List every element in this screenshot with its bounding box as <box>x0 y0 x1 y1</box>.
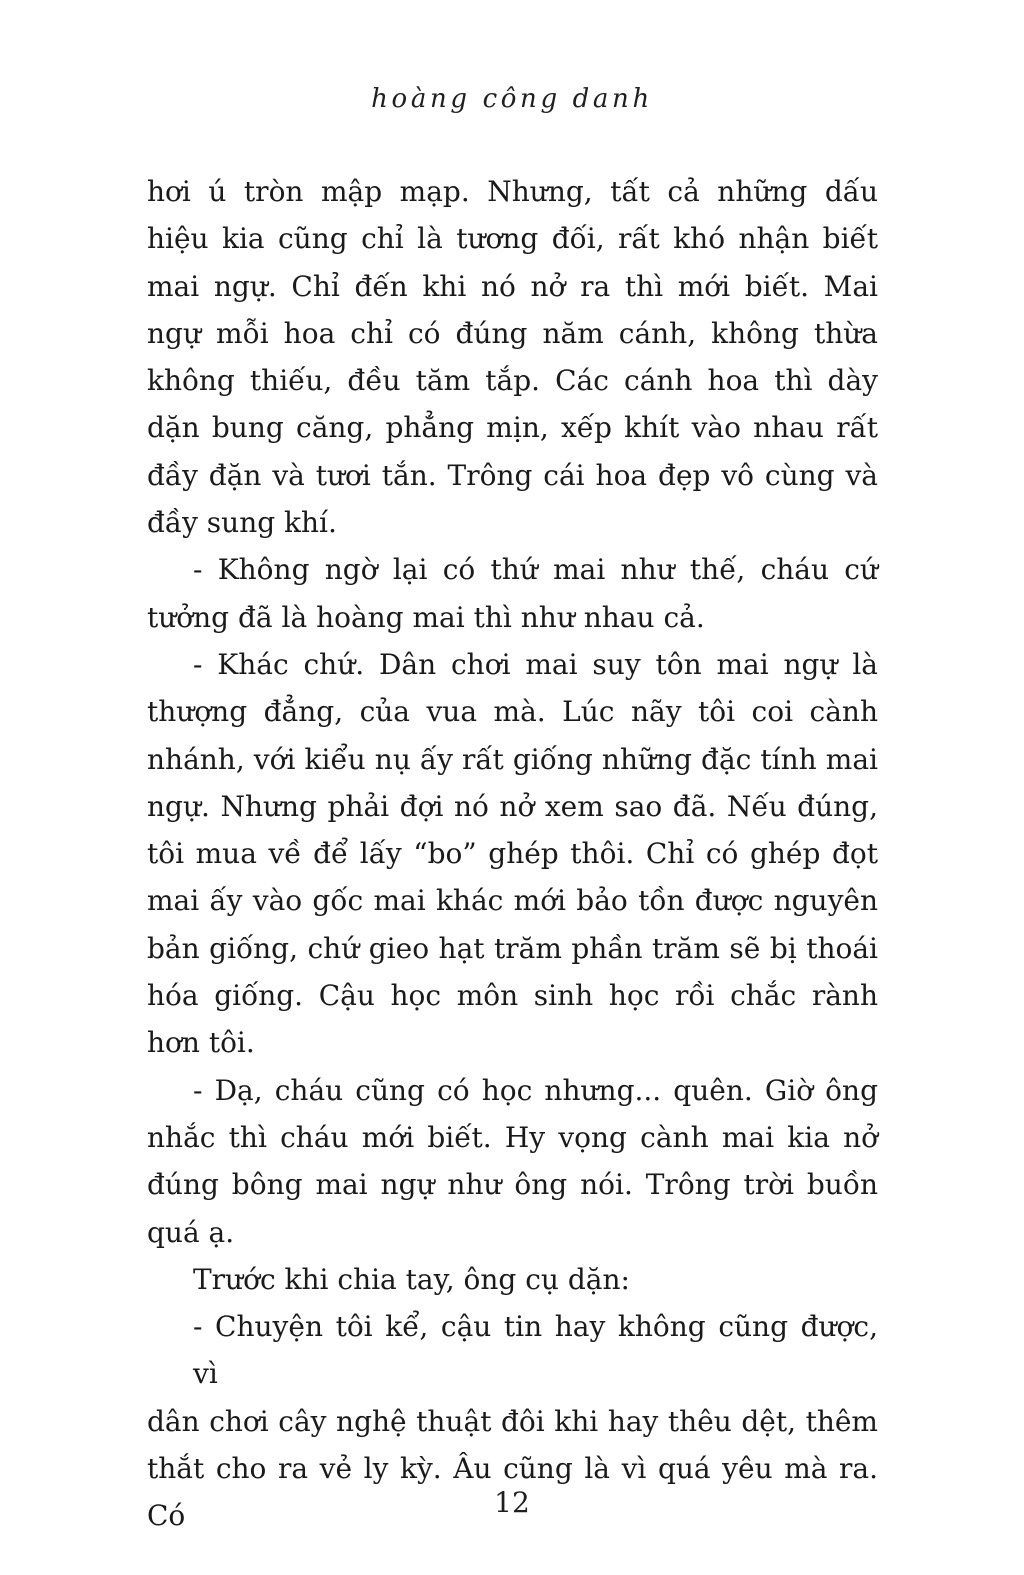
text-line: hóa giống. Cậu học môn sinh học rồi chắc rành <box>147 979 878 1013</box>
text-line: hơn tôi. <box>147 1026 255 1060</box>
text-line: đầy sung khí. <box>147 506 337 540</box>
text-line: - Dạ, cháu cũng có học nhưng... quên. Giờ ông <box>193 1073 878 1107</box>
text-line: thắt cho ra vẻ ly kỳ. Âu cũng là vì quá yêu mà ra. Có <box>147 1452 878 1533</box>
text-line: thượng đẳng, của vua mà. Lúc nãy tôi coi cành <box>147 695 878 729</box>
text-line: ngự mỗi hoa chỉ có đúng năm cánh, không thừa <box>147 316 878 350</box>
text-line: dặn bung căng, phẳng mịn, xếp khít vào nhau rất <box>147 411 878 445</box>
text-line: - Khác chứ. Dân chơi mai suy tôn mai ngự là <box>193 647 878 681</box>
text-line: nhánh, với kiểu nụ ấy rất giống những đặc tính mai <box>147 742 878 776</box>
text-line: bản giống, chứ gieo hạt trăm phần trăm sẽ bị thoái <box>147 931 878 965</box>
page-number: 12 <box>494 1486 530 1519</box>
text-line: hiệu kia cũng chỉ là tương đối, rất khó nhận biết <box>147 222 878 256</box>
text-line: ngự. Nhưng phải đợi nó nở xem sao đã. Nếu đúng, <box>147 789 878 823</box>
text-line: Trước khi chia tay, ông cụ dặn: <box>193 1262 630 1296</box>
text-line: mai ngự. Chỉ đến khi nó nở ra thì mới biết. Mai <box>147 269 878 303</box>
text-line: nhắc thì cháu mới biết. Hy vọng cành mai kia nở <box>147 1120 878 1154</box>
text-line: - Không ngờ lại có thứ mai như thế, cháu cứ <box>193 553 878 587</box>
text-line: đúng bông mai ngự như ông nói. Trông trời buồn <box>147 1168 878 1202</box>
text-line: - Chuyện tôi kể, cậu tin hay không cũng được, vì <box>193 1310 878 1391</box>
text-line: hơi ú tròn mập mạp. Nhưng, tất cả những dấu <box>147 175 878 208</box>
text-line: tưởng đã là hoàng mai thì như nhau cả. <box>147 600 705 634</box>
text-line: đầy đặn và tươi tắn. Trông cái hoa đẹp vô cùng và <box>147 458 878 492</box>
text-line: quá ạ. <box>147 1215 235 1249</box>
body-text <box>147 168 878 1540</box>
text-line: dân chơi cây nghệ thuật đôi khi hay thêu dệt, thêm <box>147 1404 878 1438</box>
text-line: không thiếu, đều tăm tắp. Các cánh hoa thì dày <box>147 364 878 398</box>
text-line: mai ấy vào gốc mai khác mới bảo tồn được nguyên <box>147 884 878 918</box>
text-line: tôi mua về để lấy “bo” ghép thôi. Chỉ có ghép đọt <box>147 837 878 871</box>
running-header: hoàng công danh <box>371 84 653 114</box>
